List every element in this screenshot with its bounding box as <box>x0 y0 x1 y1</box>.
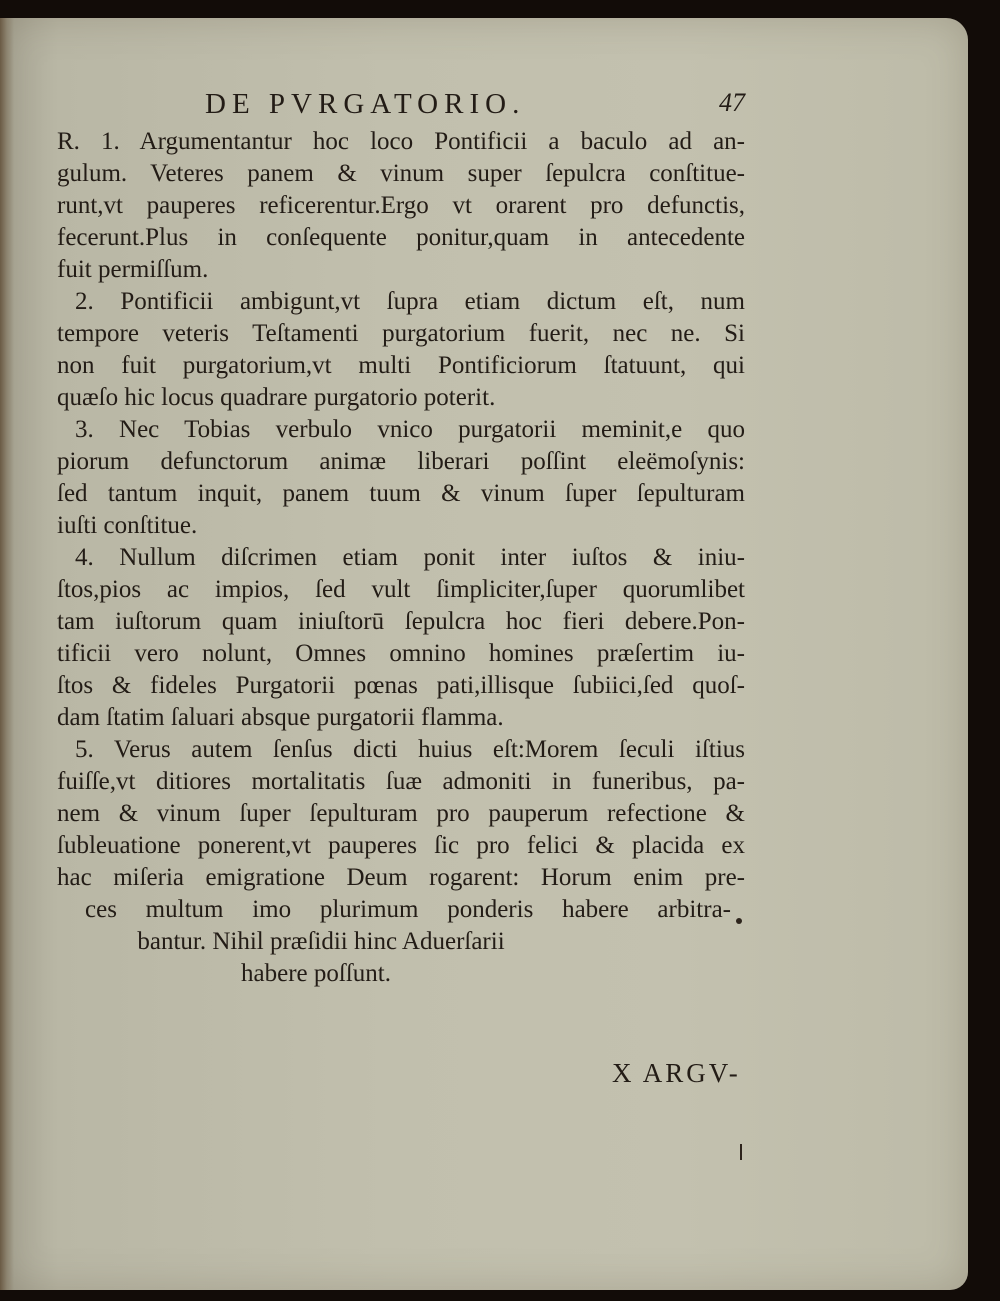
stray-mark <box>736 918 742 924</box>
book-page <box>0 18 968 1290</box>
text-line: runt,vt pauperes reficerentur.Ergo vt orarent pro defunctis, <box>57 192 745 219</box>
paragraph-1 <box>57 126 745 286</box>
text-line: 3. Nec Tobias verbulo vnico purgatorii meminit,e quo <box>75 416 745 443</box>
paragraph-2 <box>57 286 745 414</box>
paragraph-5 <box>57 734 745 990</box>
text-line: ſtos,pios ac impios, ſed vult ſimpliciter,ſuper quorumlibet <box>57 576 745 603</box>
text-line: dam ſtatim ſaluari absque purgatorii flamma. <box>57 704 504 731</box>
text-line: fuit permiſſum. <box>57 256 209 283</box>
text-line: 2. Pontificii ambigunt,vt ſupra etiam dictum eſt, num <box>75 288 745 315</box>
text-line: nem & vinum ſuper ſepulturam pro pauperum refectione & <box>57 800 745 827</box>
text-line: tificii vero nolunt, Omnes omnino homines præſertim iu- <box>57 640 745 667</box>
page-header <box>205 88 745 128</box>
body-text <box>57 126 745 990</box>
text-line: ſed tantum inquit, panem tuum & vinum ſuper ſepulturam <box>57 480 745 507</box>
text-line: tam iuſtorum quam iniuſtorū ſepulcra hoc fieri debere.Pon- <box>57 608 745 635</box>
paragraph-4 <box>57 542 745 734</box>
text-line: tempore veteris Teſtamenti purgatorium fuerit, nec ne. Si <box>57 320 745 347</box>
page-number: 47 <box>719 88 745 117</box>
text-line: habere poſſunt. <box>241 960 391 987</box>
text-line: 5. Verus autem ſenſus dicti huius eſt:Morem ſeculi iſtius <box>75 736 745 763</box>
text-line: ces multum imo plurimum ponderis habere arbitra- <box>85 896 731 923</box>
text-line: gulum. Veteres panem & vinum super ſepulcra conſtitue- <box>57 160 745 187</box>
text-line: iuſti conſtitue. <box>57 512 198 539</box>
text-line: ſtos & fideles Purgatorii pœnas pati,illisque ſubiici,ſed quoſ- <box>57 672 745 699</box>
paragraph-3 <box>57 414 745 542</box>
text-line: R. 1. Argumentantur hoc loco Pontificii a baculo ad an- <box>57 128 745 155</box>
text-line: quæſo hic locus quadrare purgatorio poterit. <box>57 384 496 411</box>
catchword: X ARGV- <box>612 1058 741 1088</box>
running-title: DE PVRGATORIO. <box>205 88 526 120</box>
stray-mark <box>740 1144 742 1160</box>
text-line: hac miſeria emigratione Deum rogarent: Horum enim pre- <box>57 864 745 891</box>
text-line: non fuit purgatorium,vt multi Pontificiorum ſtatuunt, qui <box>57 352 745 379</box>
text-line: bantur. Nihil præſidii hinc Aduerſarii <box>137 928 505 955</box>
text-line: fecerunt.Plus in conſequente ponitur,quam in antecedente <box>57 224 745 251</box>
text-line: piorum defunctorum animæ liberari poſſint eleëmoſynis: <box>57 448 745 475</box>
text-line: fuiſſe,vt ditiores mortalitatis ſuæ admoniti in funeribus, pa- <box>57 768 745 795</box>
text-line: ſubleuatione ponerent,vt pauperes ſic pro felici & placida ex <box>57 832 745 859</box>
text-line: 4. Nullum diſcrimen etiam ponit inter iuſtos & iniu- <box>75 544 745 571</box>
